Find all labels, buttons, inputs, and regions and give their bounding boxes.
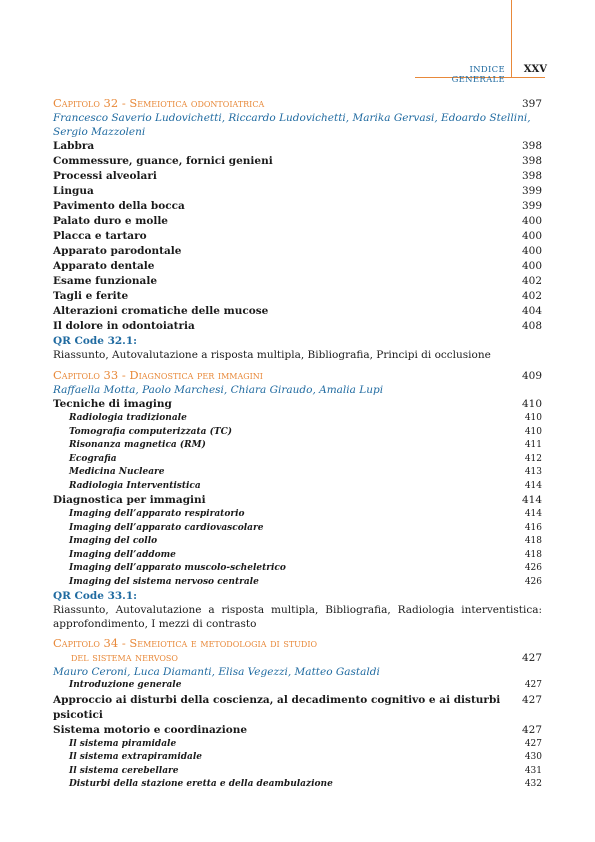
subsection-page: 426 xyxy=(524,576,542,587)
subsection-page: 414 xyxy=(524,480,542,491)
section-page: 414 xyxy=(521,494,542,506)
section-page: 400 xyxy=(521,230,542,242)
toc-subsection[interactable] xyxy=(53,480,542,494)
toc-section[interactable] xyxy=(53,214,542,229)
subsection-title: Introduzione generale xyxy=(69,680,182,690)
chapter-33-diagnostics-subsections xyxy=(53,508,542,589)
section-page: 410 xyxy=(521,398,542,410)
subsection-title: Radiologia tradizionale xyxy=(69,413,187,423)
chapter-title-continued: del sistema nervoso xyxy=(71,650,178,664)
section-page: 398 xyxy=(521,155,542,167)
running-header-section: INDICE GENERALE xyxy=(451,65,505,85)
subsection-title: Risonanza magnetica (RM) xyxy=(69,440,206,450)
toc-subsection[interactable] xyxy=(53,522,542,536)
toc-subsection[interactable] xyxy=(53,508,542,522)
section-title: Tecniche di imaging xyxy=(53,398,172,410)
section-page: 398 xyxy=(521,170,542,182)
toc-subsection[interactable] xyxy=(53,549,542,563)
section-page: 400 xyxy=(521,260,542,272)
header-vertical-rule xyxy=(511,0,512,78)
toc-section[interactable] xyxy=(53,274,542,289)
chapter-33-heading[interactable] xyxy=(53,368,542,383)
section-title: Labbra xyxy=(53,140,95,152)
section-title: Apparato dentale xyxy=(53,260,155,272)
running-header-page-number: XXV xyxy=(523,64,547,75)
subsection-page: 427 xyxy=(524,738,542,749)
toc-section[interactable] xyxy=(53,259,542,274)
section-page: 427 xyxy=(521,693,542,706)
toc-section[interactable] xyxy=(53,289,542,304)
section-page: 402 xyxy=(521,275,542,287)
toc-section[interactable] xyxy=(53,693,542,723)
chapter-32-summary: Riassunto, Autovalutazione a risposta multipla, Bibliografia, Principi di occlusione xyxy=(53,349,491,361)
toc-subsection[interactable] xyxy=(53,679,542,693)
toc-subsection[interactable] xyxy=(53,738,542,752)
subsection-page: 412 xyxy=(524,453,542,464)
subsection-page: 426 xyxy=(524,563,542,573)
toc-section[interactable] xyxy=(53,139,542,154)
toc-subsection[interactable] xyxy=(53,765,542,779)
section-title: Alterazioni cromatiche delle mucose xyxy=(53,305,269,317)
subsection-title: Medicina Nucleare xyxy=(69,467,165,477)
toc-section[interactable] xyxy=(53,304,542,319)
section-page: 400 xyxy=(521,245,542,257)
subsection-page: 411 xyxy=(524,440,542,450)
subsection-page: 418 xyxy=(524,536,542,546)
subsection-title: Imaging del collo xyxy=(69,536,158,546)
section-page: 399 xyxy=(521,185,542,197)
subsection-title: Imaging del sistema nervoso centrale xyxy=(69,576,259,587)
subsection-title: Il sistema extrapiramidale xyxy=(69,752,203,762)
toc-section[interactable] xyxy=(53,397,542,412)
toc-subsection[interactable] xyxy=(53,562,542,576)
section-title: Esame funzionale xyxy=(53,275,158,287)
section-page: 400 xyxy=(521,215,542,227)
subsection-title: Imaging dell’apparato muscolo-scheletrico xyxy=(69,563,286,573)
chapter-title: Capitolo 32 - Semeiotica odontoiatrica xyxy=(53,96,265,110)
chapter-32-authors: Francesco Saverio Ludovichetti, Riccardo Ludovichetti, Marika Gervasi, Edoardo Stellini, Sergio Mazzoleni xyxy=(53,112,531,138)
toc-subsection[interactable] xyxy=(53,751,542,765)
section-title: Palato duro e molle xyxy=(53,215,168,227)
section-title: Diagnostica per immagini xyxy=(53,494,206,506)
toc-section[interactable] xyxy=(53,723,542,738)
chapter-33-authors: Raffaella Motta, Paolo Marchesi, Chiara Giraudo, Amalia Lupi xyxy=(53,384,384,396)
section-page: 427 xyxy=(521,723,542,736)
chapter-page: 427 xyxy=(521,652,542,664)
subsection-page: 431 xyxy=(524,765,542,776)
chapter-title: Capitolo 33 - Diagnostica per immagini xyxy=(53,368,263,382)
section-title: Approccio ai disturbi della coscienza, al decadimento cognitivo e ai disturbi psicotici xyxy=(53,693,501,721)
table-of-contents xyxy=(53,96,542,792)
section-title: Il dolore in odontoiatria xyxy=(53,320,195,332)
chapter-34-heading-line-2[interactable] xyxy=(53,650,542,665)
chapter-34-motor-subsections xyxy=(53,738,542,792)
section-title: Placca e tartaro xyxy=(53,230,147,242)
section-page: 398 xyxy=(521,140,542,152)
chapter-page: 397 xyxy=(521,98,542,110)
chapter-32-heading[interactable] xyxy=(53,96,542,111)
subsection-title: Tomografia computerizzata (TC) xyxy=(69,426,233,437)
section-page: 408 xyxy=(521,320,542,332)
subsection-page: 413 xyxy=(524,467,542,477)
toc-subsection[interactable] xyxy=(53,535,542,549)
toc-section[interactable] xyxy=(53,493,542,508)
toc-subsection[interactable] xyxy=(53,453,542,467)
subsection-page: 427 xyxy=(524,680,542,690)
chapter-33-summary: Riassunto, Autovalutazione a risposta multipla, Bibliografia, Radiologia interventistica: approfondimento, I mezzi di contrasto xyxy=(53,604,542,630)
chapter-32-sections xyxy=(53,139,542,334)
section-title: Apparato parodontale xyxy=(53,245,182,257)
toc-subsection[interactable] xyxy=(53,466,542,480)
section-title: Lingua xyxy=(53,185,94,197)
subsection-page: 432 xyxy=(524,779,542,789)
toc-subsection[interactable] xyxy=(53,439,542,453)
chapter-page: 409 xyxy=(521,370,542,382)
toc-section[interactable] xyxy=(53,244,542,259)
toc-section[interactable] xyxy=(53,169,542,184)
chapter-34-authors: Mauro Ceroni, Luca Diamanti, Elisa Vegezzi, Matteo Gastaldi xyxy=(53,666,380,678)
subsection-title: Imaging dell’apparato respiratorio xyxy=(69,509,245,519)
subsection-title: Radiologia Interventistica xyxy=(69,480,201,491)
subsection-title: Il sistema piramidale xyxy=(69,738,177,749)
section-title: Processi alveolari xyxy=(53,170,157,182)
toc-section[interactable] xyxy=(53,199,542,214)
subsection-page: 430 xyxy=(524,752,542,762)
subsection-title: Imaging dell’addome xyxy=(69,549,176,560)
section-title: Sistema motorio e coordinazione xyxy=(53,723,248,736)
toc-section[interactable] xyxy=(53,154,542,169)
subsection-title: Ecografia xyxy=(69,453,117,464)
toc-subsection[interactable] xyxy=(53,576,542,590)
section-page: 404 xyxy=(521,305,542,317)
subsection-page: 410 xyxy=(524,413,542,423)
subsection-title: Imaging dell’apparato cardiovascolare xyxy=(69,522,264,533)
subsection-title: Il sistema cerebellare xyxy=(69,765,179,776)
section-title: Commessure, guance, fornici genieni xyxy=(53,155,273,167)
chapter-33-qr-code[interactable]: QR Code 33.1: xyxy=(53,590,138,602)
chapter-32-qr-code[interactable]: QR Code 32.1: xyxy=(53,335,138,347)
subsection-title: Disturbi della stazione eretta e della deambulazione xyxy=(69,779,333,789)
chapter-33-imaging-subsections xyxy=(53,412,542,493)
toc-section[interactable] xyxy=(53,229,542,244)
subsection-page: 414 xyxy=(524,509,542,519)
subsection-page: 416 xyxy=(524,522,542,533)
toc-subsection[interactable] xyxy=(53,426,542,440)
section-title: Pavimento della bocca xyxy=(53,200,185,212)
subsection-page: 410 xyxy=(524,426,542,437)
toc-subsection[interactable] xyxy=(53,778,542,792)
toc-section[interactable] xyxy=(53,184,542,199)
section-title: Tagli e ferite xyxy=(53,290,129,302)
toc-subsection[interactable] xyxy=(53,412,542,426)
chapter-34-heading-line-1[interactable]: Capitolo 34 - Semeiotica e metodologia di studio xyxy=(53,636,318,650)
section-page: 402 xyxy=(521,290,542,302)
toc-section[interactable] xyxy=(53,319,542,334)
subsection-page: 418 xyxy=(524,549,542,560)
section-page: 399 xyxy=(521,200,542,212)
